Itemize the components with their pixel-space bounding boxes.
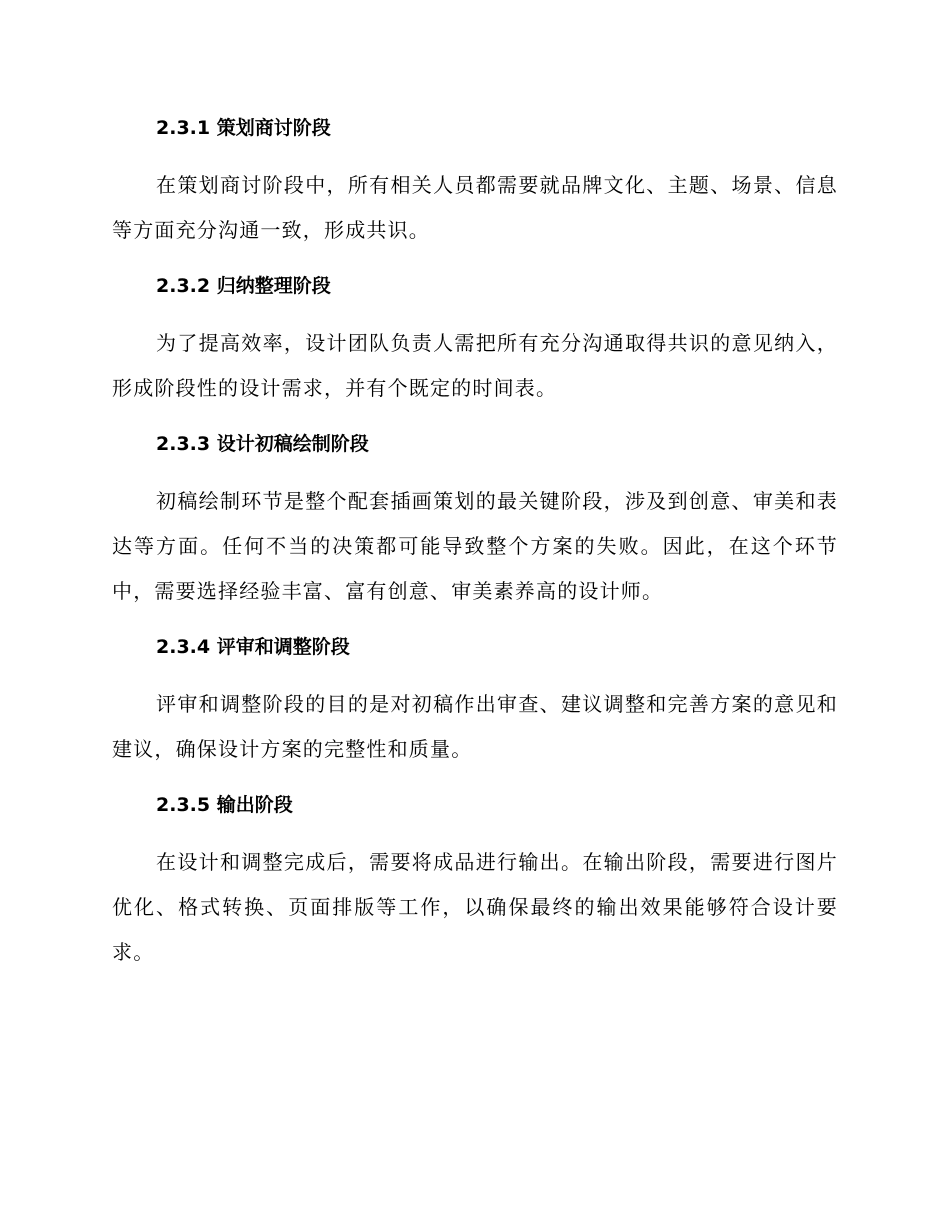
- section-body-2-3-5: 在设计和调整完成后，需要将成品进行输出。在输出阶段，需要进行图片优化、格式转换、页面排版等工作，以确保最终的输出效果能够符合设计要求。: [112, 850, 838, 964]
- section-body-2-3-3: 初稿绘制环节是整个配套插画策划的最关键阶段，涉及到创意、审美和表达等方面。任何不当的决策都可能导致整个方案的失败。因此，在这个环节中，需要选择经验丰富、富有创意、审美素养高的设计师。: [112, 489, 838, 603]
- section-body-2-3-1: 在策划商讨阶段中，所有相关人员都需要就品牌文化、主题、场景、信息等方面充分沟通一致，形成共识。: [112, 173, 838, 242]
- spacer: [112, 253, 838, 269]
- spacer: [112, 772, 838, 788]
- section-heading-2-3-2: 2.3.2 归纳整理阶段: [156, 275, 331, 297]
- section-heading-2-3-3: 2.3.3 设计初稿绘制阶段: [156, 433, 369, 455]
- spacer: [112, 303, 838, 321]
- section-heading-2-3-4: 2.3.4 评审和调整阶段: [156, 636, 350, 658]
- spacer: [112, 614, 838, 630]
- spacer: [112, 461, 838, 479]
- section-body-2-3-4: 评审和调整阶段的目的是对初稿作出审查、建议调整和完善方案的意见和建议，确保设计方案的完整性和质量。: [112, 692, 838, 761]
- spacer: [112, 411, 838, 427]
- spacer: [112, 145, 838, 163]
- section-heading-2-3-5: 2.3.5 输出阶段: [156, 794, 293, 816]
- spacer: [112, 822, 838, 840]
- section-heading-2-3-1: 2.3.1 策划商讨阶段: [156, 117, 331, 139]
- section-body-2-3-2: 为了提高效率，设计团队负责人需把所有充分沟通取得共识的意见纳入，形成阶段性的设计需求，并有个既定的时间表。: [112, 331, 838, 400]
- spacer: [112, 664, 838, 682]
